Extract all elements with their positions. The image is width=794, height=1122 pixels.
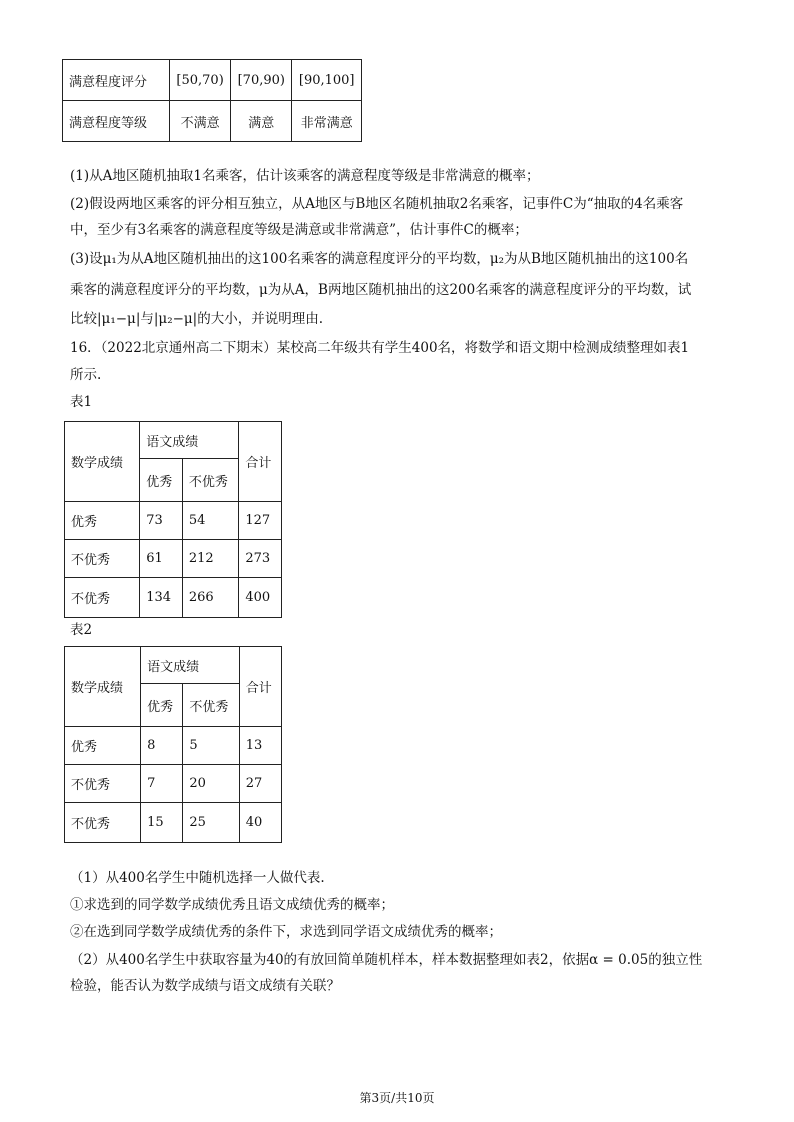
t2-row-label: 不优秀 bbox=[65, 803, 141, 843]
rating-header-level: 满意程度等级 bbox=[63, 101, 170, 142]
t2-col-group: 语文成绩 bbox=[141, 647, 240, 684]
table-1 bbox=[64, 421, 282, 618]
t2-cell: 27 bbox=[239, 765, 281, 803]
t1-cell: 266 bbox=[182, 578, 239, 618]
rating-level-3: 非常满意 bbox=[292, 101, 362, 142]
t1-cell: 54 bbox=[182, 502, 239, 540]
table-row bbox=[65, 765, 282, 803]
q15-part3-line1: (3)设μ₁为从A地区随机抽出的这100名乘客的满意程度评分的平均数，μ₂为从B地区随机抽出的这100名 bbox=[70, 251, 689, 267]
rating-range-2: [70,90) bbox=[231, 60, 292, 101]
table2-caption: 表2 bbox=[70, 622, 93, 638]
table-row bbox=[65, 578, 282, 618]
q16-intro-line1: 16．（2022北京通州高二下期末）某校高二年级共有学生400名，将数学和语文期中检测成绩整理如表1 bbox=[70, 340, 690, 356]
rating-header-score: 满意程度评分 bbox=[63, 60, 170, 101]
q15-part3-line2: 乘客的满意程度评分的平均数，μ为从A，B两地区随机抽出的这200名乘客的满意程度评分的平均数，试 bbox=[70, 282, 692, 298]
t1-row-label: 不优秀 bbox=[65, 540, 140, 578]
rating-level-2: 满意 bbox=[231, 101, 292, 142]
t1-cell: 61 bbox=[140, 540, 183, 578]
q15-part2-line1: (2)假设两地区乘客的评分相互独立，从A地区与B地区名随机抽取2名乘客，记事件C为“抽取的4名乘客 bbox=[70, 196, 684, 212]
t2-cell: 8 bbox=[141, 727, 183, 765]
t2-cell: 15 bbox=[141, 803, 183, 843]
table-2 bbox=[64, 646, 282, 843]
t1-col-total: 合计 bbox=[239, 422, 282, 502]
t2-cell: 40 bbox=[239, 803, 281, 843]
t2-row-header: 数学成绩 bbox=[65, 647, 141, 727]
q16-sub2-line2: 检验，能否认为数学成绩与语文成绩有关联？ bbox=[70, 978, 340, 994]
t1-cell: 134 bbox=[140, 578, 183, 618]
t1-row-label: 优秀 bbox=[65, 502, 140, 540]
q16-intro-line2: 所示. bbox=[70, 367, 102, 383]
q16-sub2-line1: （2）从400名学生中获取容量为40的有放回简单随机样本，样本数据整理如表2，依据α = 0.05的独立性 bbox=[70, 952, 703, 968]
q15-part1: (1)从A地区随机抽取1名乘客，估计该乘客的满意程度等级是非常满意的概率； bbox=[70, 168, 540, 184]
t1-col-bad: 不优秀 bbox=[182, 459, 239, 502]
rating-range-3: [90,100] bbox=[292, 60, 362, 101]
t2-cell: 25 bbox=[183, 803, 239, 843]
t2-cell: 7 bbox=[141, 765, 183, 803]
table-row bbox=[65, 502, 282, 540]
t2-col-total: 合计 bbox=[239, 647, 281, 727]
table-row bbox=[65, 803, 282, 843]
t1-cell: 73 bbox=[140, 502, 183, 540]
t2-row-label: 不优秀 bbox=[65, 765, 141, 803]
t1-col-good: 优秀 bbox=[140, 459, 183, 502]
rating-range-1: [50,70) bbox=[170, 60, 231, 101]
t1-cell: 400 bbox=[239, 578, 282, 618]
table1-caption: 表1 bbox=[70, 394, 93, 410]
q16-sub1-b: ②在选到同学数学成绩优秀的条件下，求选到同学语文成绩优秀的概率； bbox=[70, 924, 502, 940]
t1-col-group: 语文成绩 bbox=[140, 422, 239, 459]
t1-row-header: 数学成绩 bbox=[65, 422, 140, 502]
q15-part2-line2: 中，至少有3名乘客的满意程度等级是满意或非常满意”，估计事件C的概率； bbox=[70, 222, 528, 238]
t1-cell: 127 bbox=[239, 502, 282, 540]
t1-cell: 212 bbox=[182, 540, 239, 578]
t2-col-good: 优秀 bbox=[141, 684, 183, 727]
t1-row-label: 不优秀 bbox=[65, 578, 140, 618]
page-footer: 第3页/共10页 bbox=[359, 1091, 435, 1105]
q15-part3-line3: 比较|μ₁−μ|与|μ₂−μ|的大小，并说明理由. bbox=[70, 311, 324, 327]
table-row bbox=[65, 540, 282, 578]
t1-cell: 273 bbox=[239, 540, 282, 578]
table-row bbox=[65, 727, 282, 765]
q16-sub1: （1）从400名学生中随机选择一人做代表. bbox=[70, 870, 325, 886]
t2-cell: 13 bbox=[239, 727, 281, 765]
q16-sub1-a: ①求选到的同学数学成绩优秀且语文成绩优秀的概率； bbox=[70, 897, 394, 913]
t2-col-bad: 不优秀 bbox=[183, 684, 239, 727]
t2-cell: 20 bbox=[183, 765, 239, 803]
rating-table bbox=[62, 59, 362, 142]
rating-level-1: 不满意 bbox=[170, 101, 231, 142]
t2-row-label: 优秀 bbox=[65, 727, 141, 765]
t2-cell: 5 bbox=[183, 727, 239, 765]
